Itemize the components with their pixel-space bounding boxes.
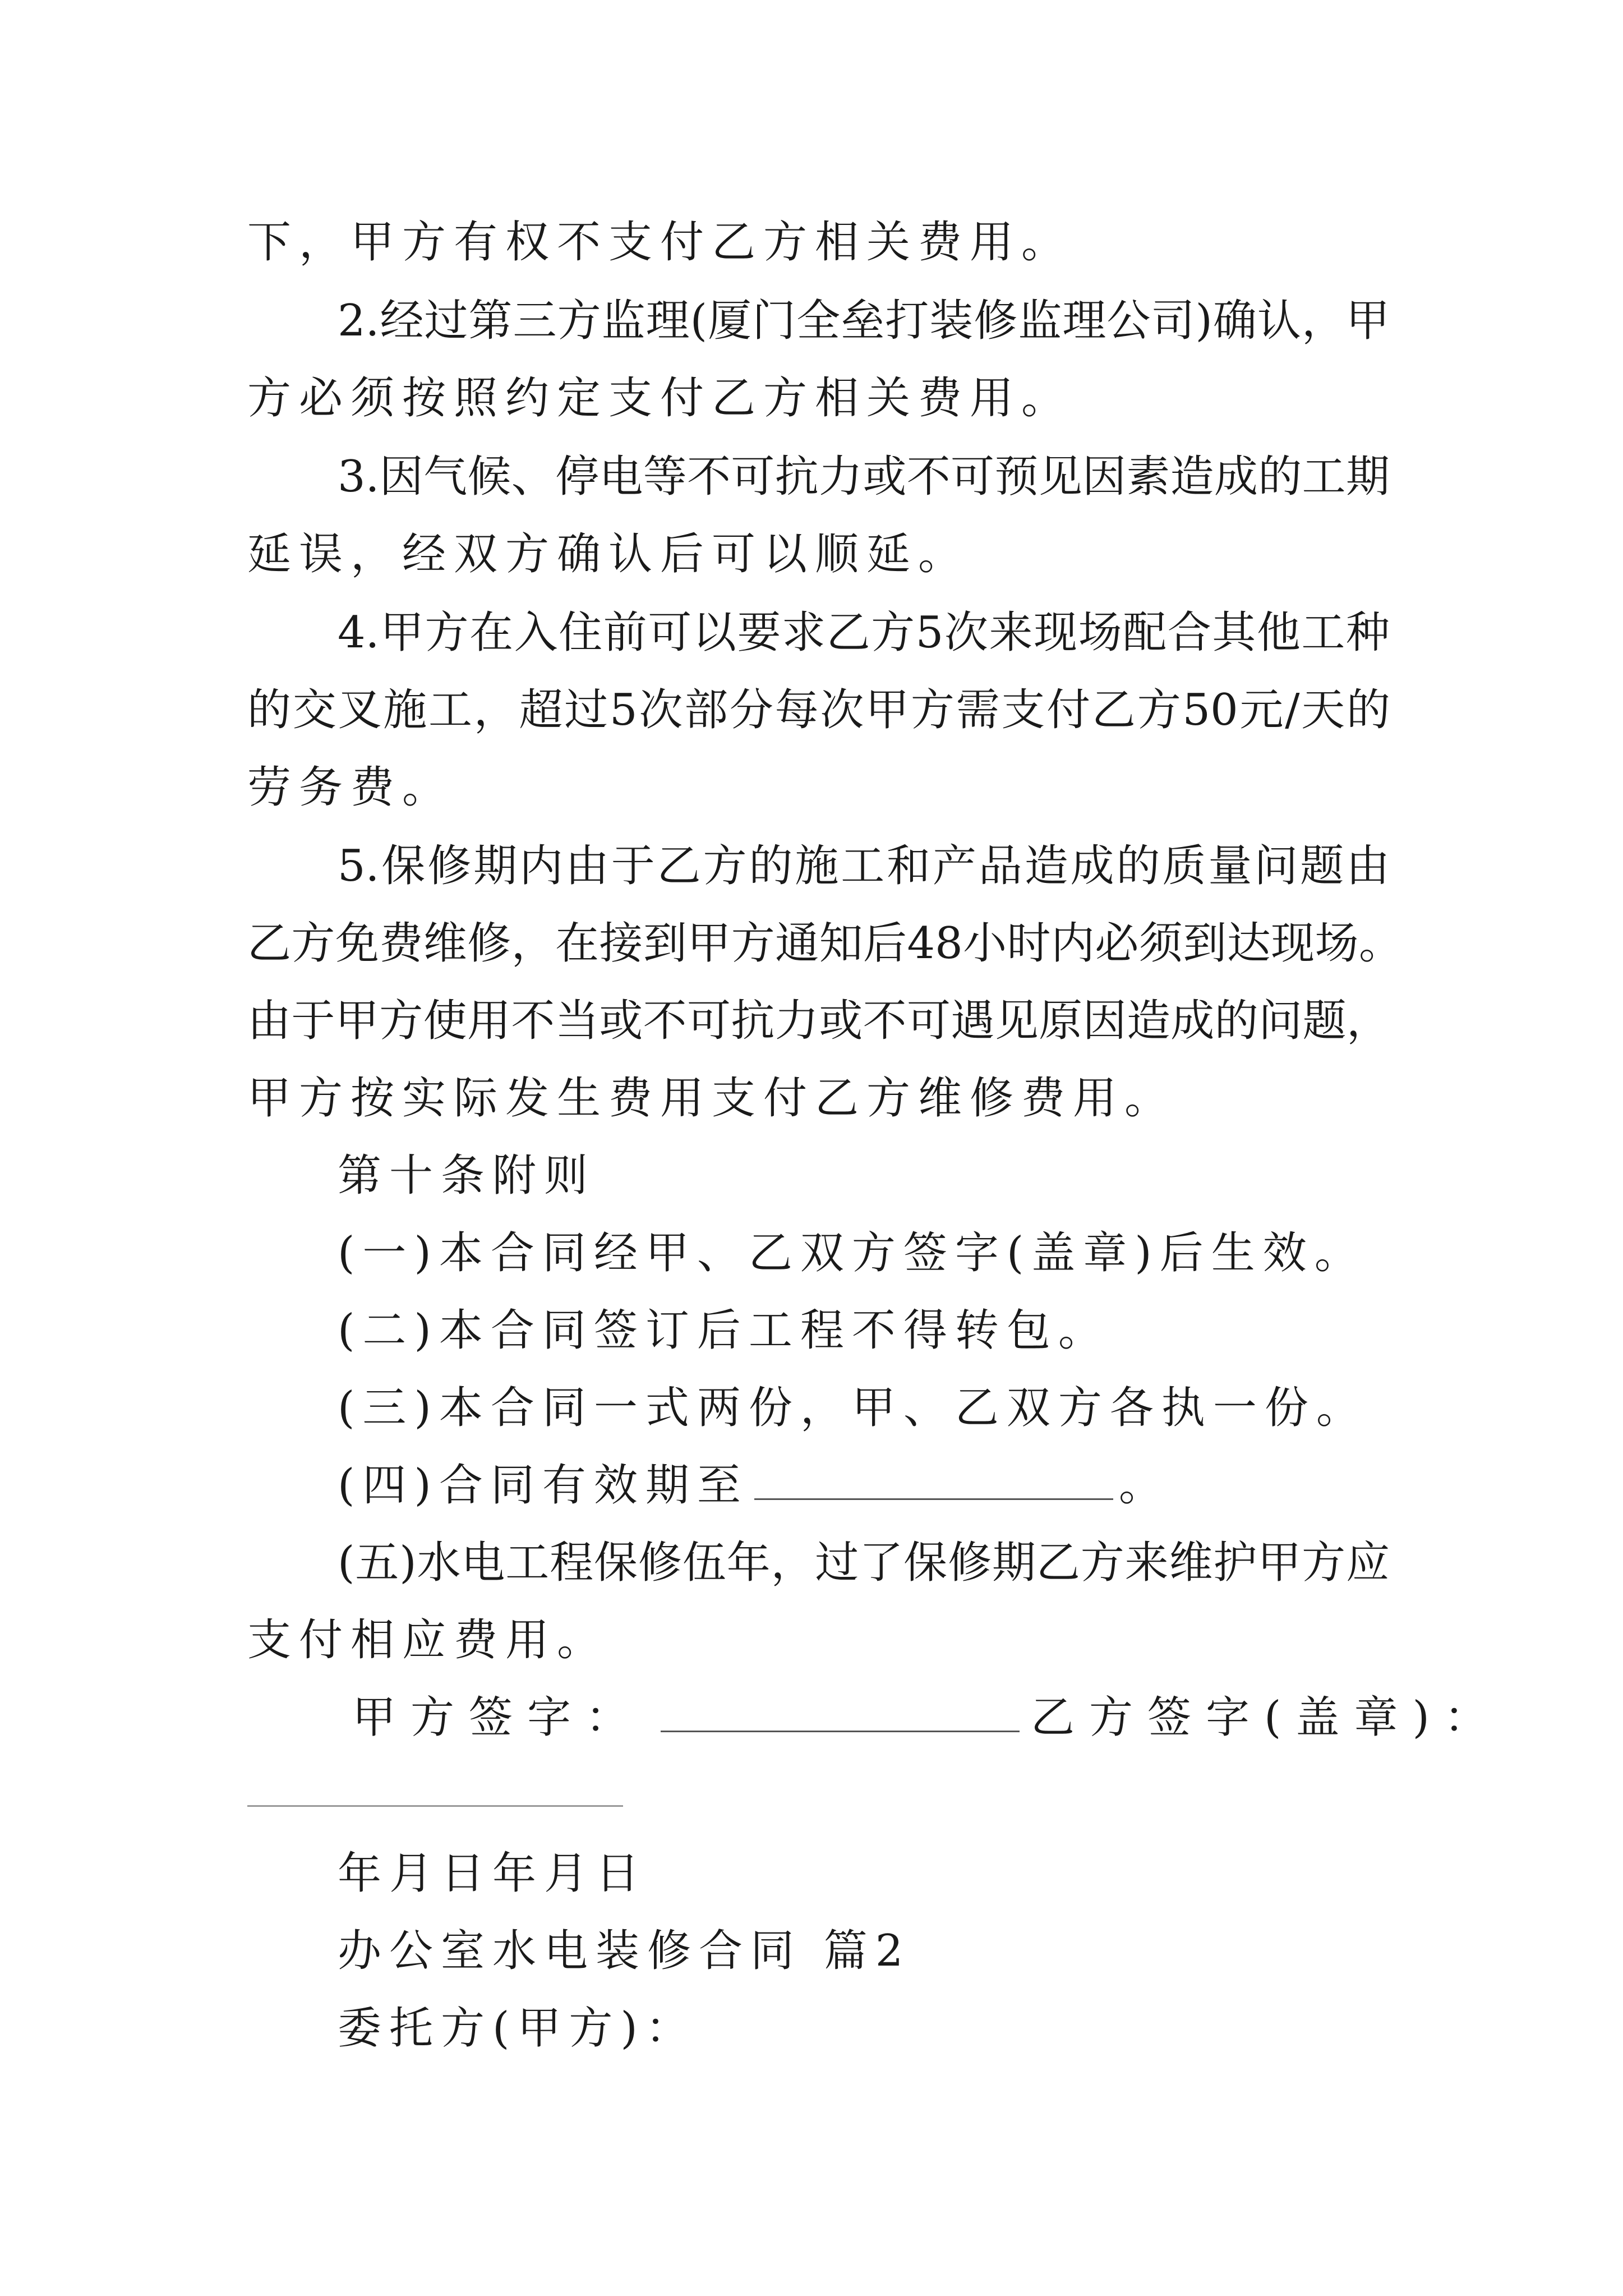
paragraph-line: 5.保修期内由于乙方的施工和产品造成的质量问题由 bbox=[338, 841, 1390, 891]
paragraph-line: 方必须按照约定支付乙方相关费用。 bbox=[247, 373, 1073, 424]
clause-text: (四)合同有效期至 bbox=[338, 1460, 749, 1511]
clause-end: 。 bbox=[1118, 1460, 1170, 1511]
paragraph-line: 乙方免费维修，在接到甲方通知后48小时内必须到达现场。 bbox=[247, 918, 1403, 969]
paragraph-line: 下，甲方有权不支付乙方相关费用。 bbox=[247, 217, 1073, 268]
clause-line: 支付相应费用。 bbox=[247, 1615, 609, 1665]
party-line: 委托方(甲方)： bbox=[338, 2003, 697, 2054]
clause-line: (一)本合同经甲、乙双方签字(盖章)后生效。 bbox=[338, 1228, 1366, 1278]
date-line: 年月日年月日 bbox=[338, 1848, 648, 1899]
blank-underline bbox=[754, 1494, 1113, 1500]
party-b-signature-blank bbox=[247, 1805, 623, 1807]
paragraph-line: 3.因气候、停电等不可抗力或不可预见因素造成的工期 bbox=[338, 452, 1390, 502]
party-a-signature-blank bbox=[661, 1726, 1020, 1732]
clause-line: (二)本合同签订后工程不得转包。 bbox=[338, 1305, 1110, 1356]
paragraph-line: 2.经过第三方监理(厦门全垒打装修监理公司)确认，甲 bbox=[338, 296, 1390, 346]
section-heading: 第十条附则 bbox=[338, 1151, 596, 1201]
signature-line bbox=[352, 1690, 1502, 1746]
paragraph-line: 延误，经双方确认后可以顺延。 bbox=[247, 529, 970, 579]
clause-line: (三)本合同一式两份，甲、乙双方各执一份。 bbox=[338, 1383, 1368, 1433]
paragraph-line: 由于甲方使用不当或不可抗力或不可遇见原因造成的问题， bbox=[247, 996, 1390, 1046]
clause-line: (五)水电工程保修伍年，过了保修期乙方来维护甲方应 bbox=[338, 1538, 1390, 1588]
paragraph-line: 甲方按实际发生费用支付乙方维修费用。 bbox=[247, 1073, 1177, 1124]
clause-line bbox=[338, 1457, 1170, 1513]
party-a-signature-label: 甲方签字： bbox=[352, 1692, 644, 1743]
paragraph-line: 劳务费。 bbox=[247, 762, 454, 813]
article-title: 办公室水电装修合同 篇2 bbox=[338, 1926, 911, 1976]
party-b-signature-label: 乙方签字(盖章)： bbox=[1031, 1692, 1502, 1743]
paragraph-line: 的交叉施工，超过5次部分每次甲方需支付乙方50元/天的 bbox=[247, 685, 1390, 735]
paragraph-line: 4.甲方在入住前可以要求乙方5次来现场配合其他工种 bbox=[338, 608, 1390, 658]
